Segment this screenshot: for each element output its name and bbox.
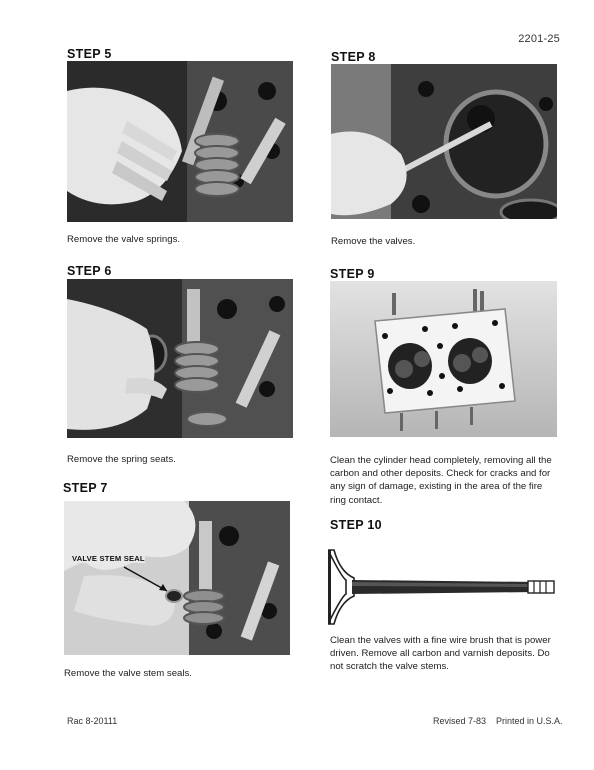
step-7-caption: Remove the valve stem seals. [64,668,192,679]
valve-stem-seal-callout: VALVE STEM SEAL [72,554,145,563]
footer-document-number: Rac 8-20111 [67,716,118,726]
step-10-heading: STEP 10 [330,518,382,532]
page-number: 2201-25 [518,33,560,45]
step-8-heading: STEP 8 [331,50,376,64]
step-6-heading: STEP 6 [67,264,112,278]
step-7-heading: STEP 7 [63,481,108,495]
step-5-heading: STEP 5 [67,47,112,61]
footer-revised: Revised 7-83 [433,716,487,726]
valve-illustration [328,540,558,625]
step-5-photo [67,61,293,222]
step-9-photo [330,281,557,437]
step-8-caption: Remove the valves. [331,236,416,247]
step-9-heading: STEP 9 [330,267,375,281]
step-5-caption: Remove the valve springs. [67,234,181,245]
step-8-photo [331,64,557,219]
step-7-photo [64,501,290,655]
step-6-caption: Remove the spring seats. [67,454,176,465]
step-10-caption: Clean the valves with a fine wire brush that is power driven. Remove all carbon and varnish deposits. Do not scratch the valve stems. [330,635,551,673]
step-9-caption: Clean the cylinder head completely, removing all the carbon and other deposits. Check for cracks and for any sign of damage, existing in the area of the fire ring contact. [330,455,552,506]
footer-printed: Printed in U.S.A. [496,716,563,726]
step-6-photo [67,279,293,438]
